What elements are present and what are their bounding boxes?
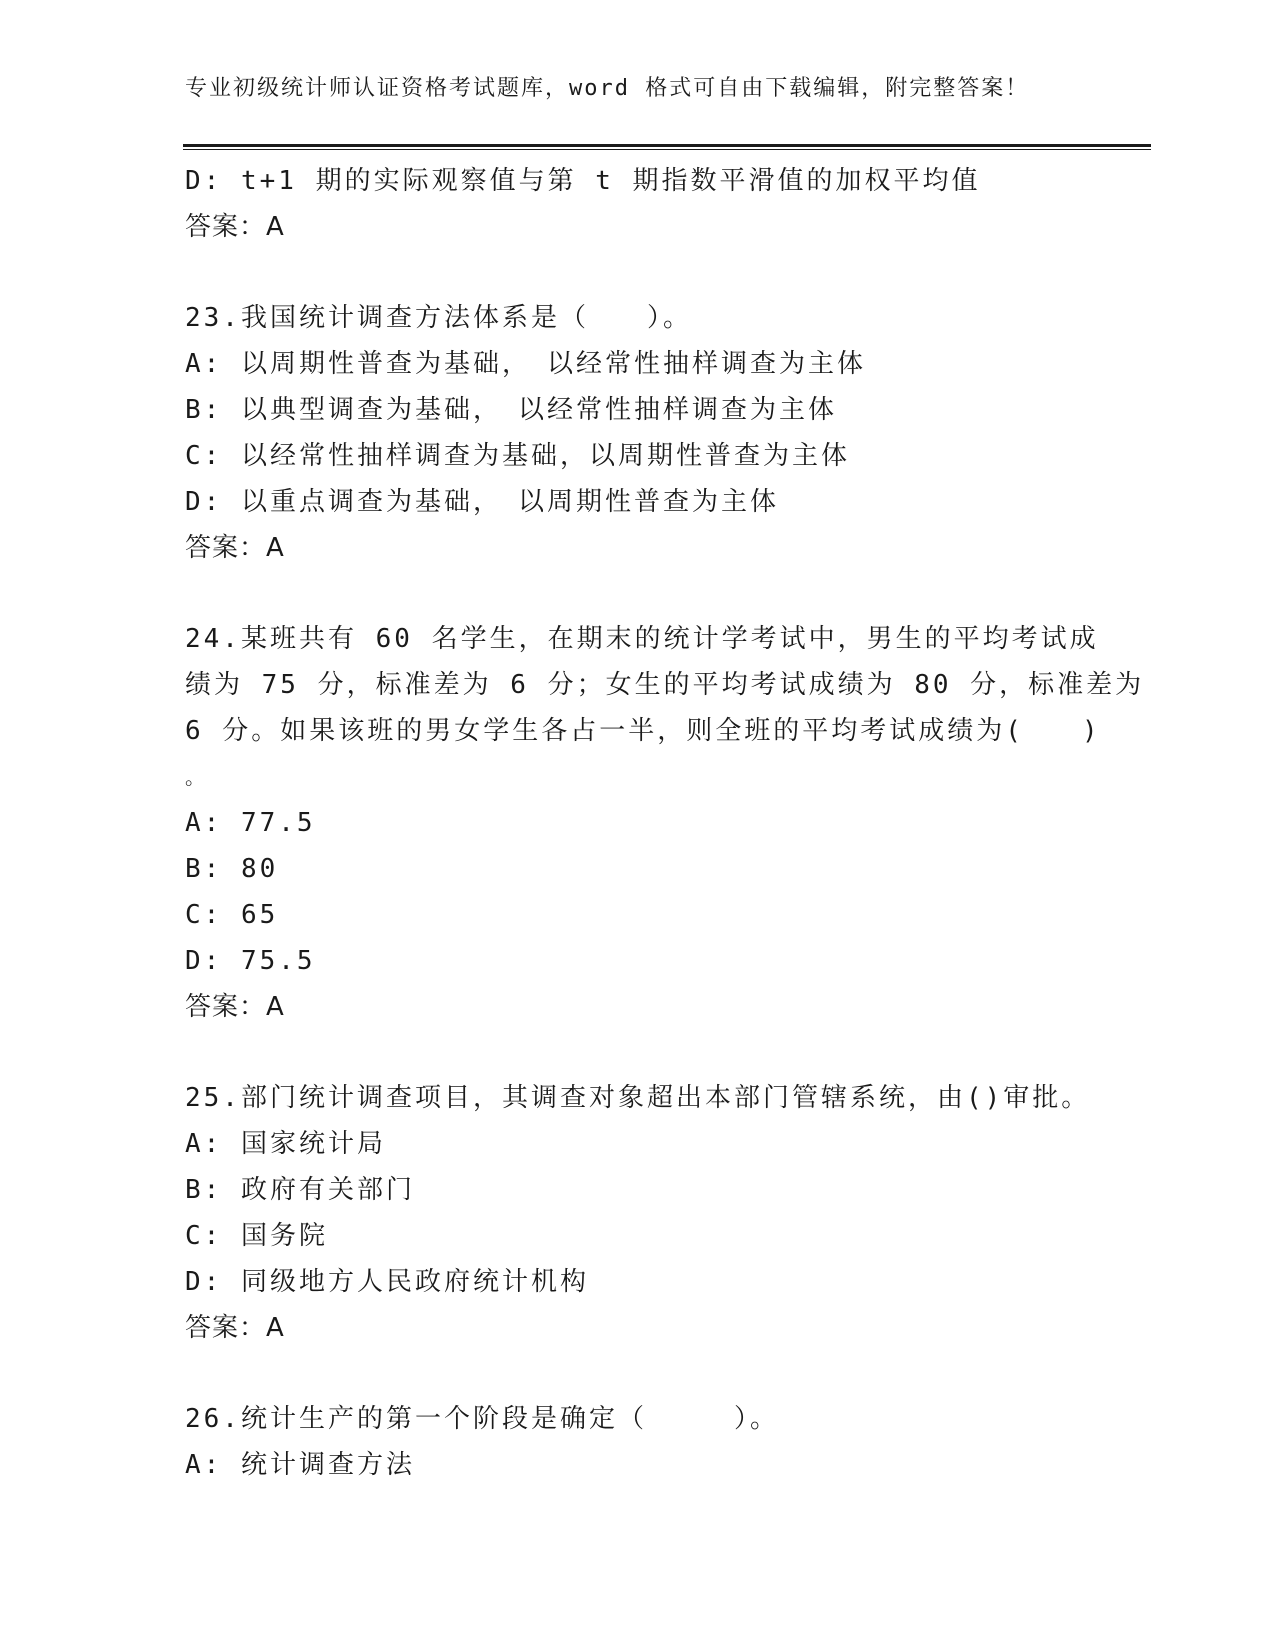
spacer bbox=[185, 1351, 1085, 1396]
question-24 bbox=[185, 616, 1145, 1030]
question-stem-line-1: 24.某班共有 60 名学生，在期末的统计学考试中，男生的平均考试成 bbox=[185, 624, 1099, 654]
q22-answer: 答案：A bbox=[185, 212, 285, 242]
option-b: B: 80 bbox=[185, 854, 279, 884]
question-25 bbox=[185, 1075, 1091, 1351]
header-rule-thick bbox=[183, 144, 1151, 147]
question-stem: 26.统计生产的第一个阶段是确定（ ）。 bbox=[185, 1404, 779, 1434]
header-rule-thin bbox=[183, 149, 1151, 150]
option-a: A: 77.5 bbox=[185, 808, 316, 838]
option-c: C: 以经常性抽样调查为基础，以周期性普查为主体 bbox=[185, 441, 850, 471]
question-stem: 23.我国统计调查方法体系是（ ）。 bbox=[185, 303, 692, 333]
option-c: C: 国务院 bbox=[185, 1221, 328, 1251]
spacer bbox=[185, 571, 1085, 616]
question-stem-line-4: 。 bbox=[185, 765, 208, 789]
option-b: B: 以典型调查为基础， 以经常性抽样调查为主体 bbox=[185, 395, 837, 425]
option-d: D: 以重点调查为基础， 以周期性普查为主体 bbox=[185, 487, 779, 517]
spacer bbox=[185, 250, 1085, 295]
question-stem-line-2: 绩为 75 分，标准差为 6 分；女生的平均考试成绩为 80 分，标准差为 bbox=[185, 670, 1145, 700]
answer: 答案：A bbox=[185, 992, 285, 1022]
answer: 答案：A bbox=[185, 1313, 285, 1343]
option-a: A: 以周期性普查为基础， 以经常性抽样调查为主体 bbox=[185, 349, 866, 379]
option-d: D: 同级地方人民政府统计机构 bbox=[185, 1267, 589, 1297]
option-c: C: 65 bbox=[185, 900, 279, 930]
question-stem: 25.部门统计调查项目，其调查对象超出本部门管辖系统，由()审批。 bbox=[185, 1083, 1091, 1113]
option-a: A: 统计调查方法 bbox=[185, 1450, 415, 1480]
option-d: D: 75.5 bbox=[185, 946, 316, 976]
question-stem-line-3: 6 分。如果该班的男女学生各占一半，则全班的平均考试成绩为( ) bbox=[185, 716, 1101, 746]
page-header: 专业初级统计师认证资格考试题库，word 格式可自由下载编辑，附完整答案！ bbox=[185, 76, 1030, 101]
spacer bbox=[185, 1030, 1085, 1075]
question-23 bbox=[185, 295, 1085, 571]
question-26 bbox=[185, 1396, 1085, 1488]
q22-option-d: D: t+1 期的实际观察值与第 t 期指数平滑值的加权平均值 bbox=[185, 166, 981, 196]
answer: 答案：A bbox=[185, 533, 285, 563]
option-b: B: 政府有关部门 bbox=[185, 1175, 415, 1205]
document-body bbox=[185, 158, 1145, 1488]
option-a: A: 国家统计局 bbox=[185, 1129, 386, 1159]
